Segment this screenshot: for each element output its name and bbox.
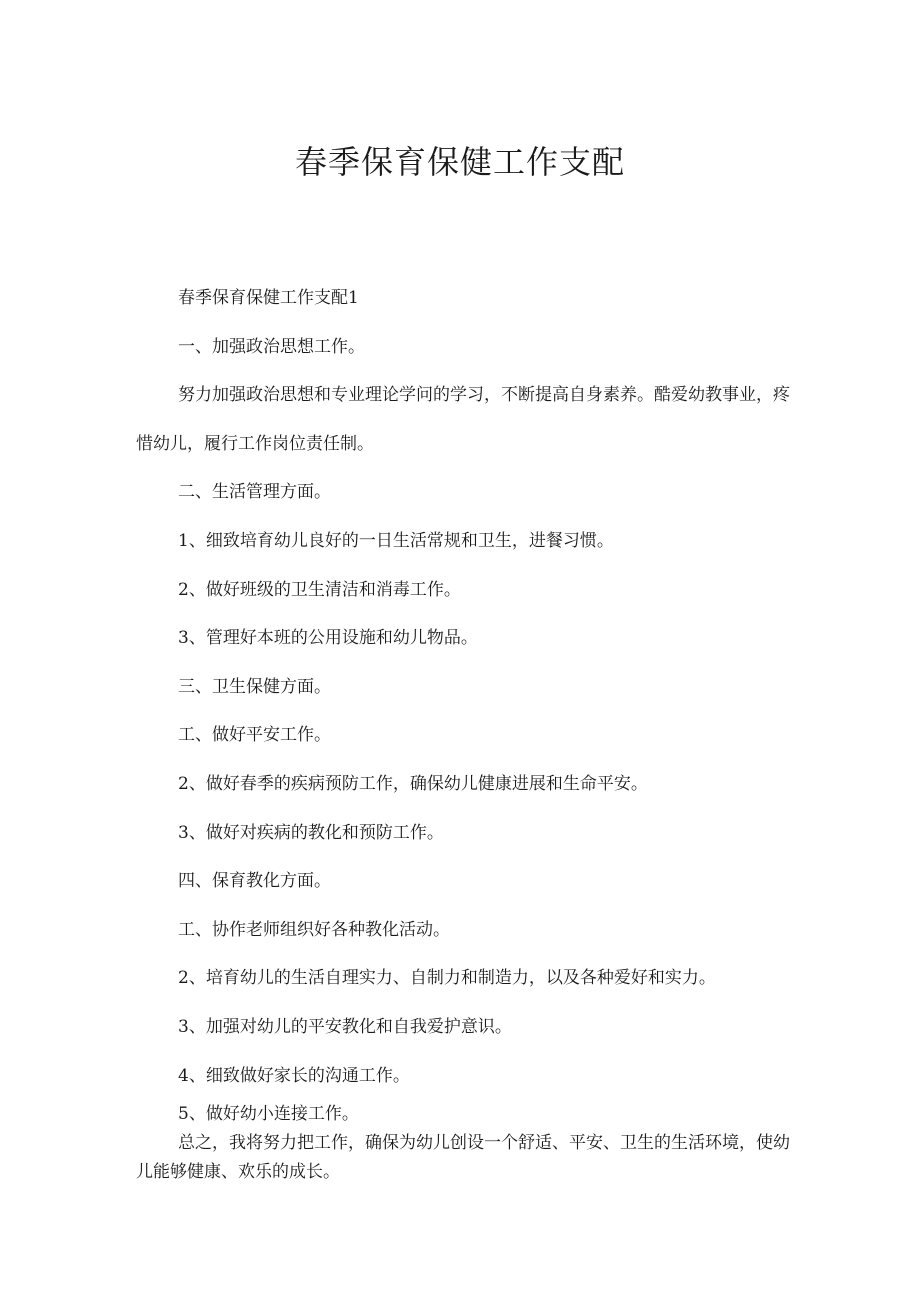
closing-paragraph: 总之，我将努力把工作，确保为幼儿创设一个舒适、平安、卫生的生活环境，使幼儿能够健康、欢乐的成长。 [136, 1133, 790, 1183]
paragraph: 2、培育幼儿的生活自理实力、自制力和制造力，以及各种爱好和实力。 [178, 968, 716, 989]
document-body [136, 274, 792, 1187]
paragraph: 春季保育保健工作支配1 [178, 288, 359, 308]
paragraph: 1、细致培育幼儿良好的一日生活常规和卫生，进餐习惯。 [178, 530, 614, 551]
paragraph: 一、加强政治思想工作。 [178, 336, 365, 357]
paragraph: 三、卫生保健方面。 [178, 676, 331, 697]
paragraph: 工、做好平安工作。 [178, 725, 331, 746]
paragraph: 3、加强对幼儿的平安教化和自我爱护意识。 [178, 1016, 512, 1037]
paragraph: 5、做好幼小连接工作。 [178, 1104, 359, 1125]
paragraph: 努力加强政治思想和专业理论学问的学习，不断提高自身素养。酷爱幼教事业，疼惜幼儿，履行工作岗位责任制。 [136, 385, 790, 454]
paragraph: 二、生活管理方面。 [178, 482, 331, 503]
paragraph: 3、管理好本班的公用设施和幼儿物品。 [178, 628, 478, 649]
paragraph: 2、做好班级的卫生清洁和消毒工作。 [178, 579, 461, 600]
paragraph: 3、做好对疾病的教化和预防工作。 [178, 822, 444, 843]
paragraph: 4、细致做好家长的沟通工作。 [178, 1065, 410, 1086]
document-title: 春季保育保健工作支配 [294, 143, 625, 181]
paragraph: 2、做好春季的疾病预防工作，确保幼儿健康进展和生命平安。 [178, 773, 648, 794]
paragraph: 四、保育教化方面。 [178, 871, 331, 892]
paragraph: 工、协作老师组织好各种教化活动。 [178, 919, 450, 940]
